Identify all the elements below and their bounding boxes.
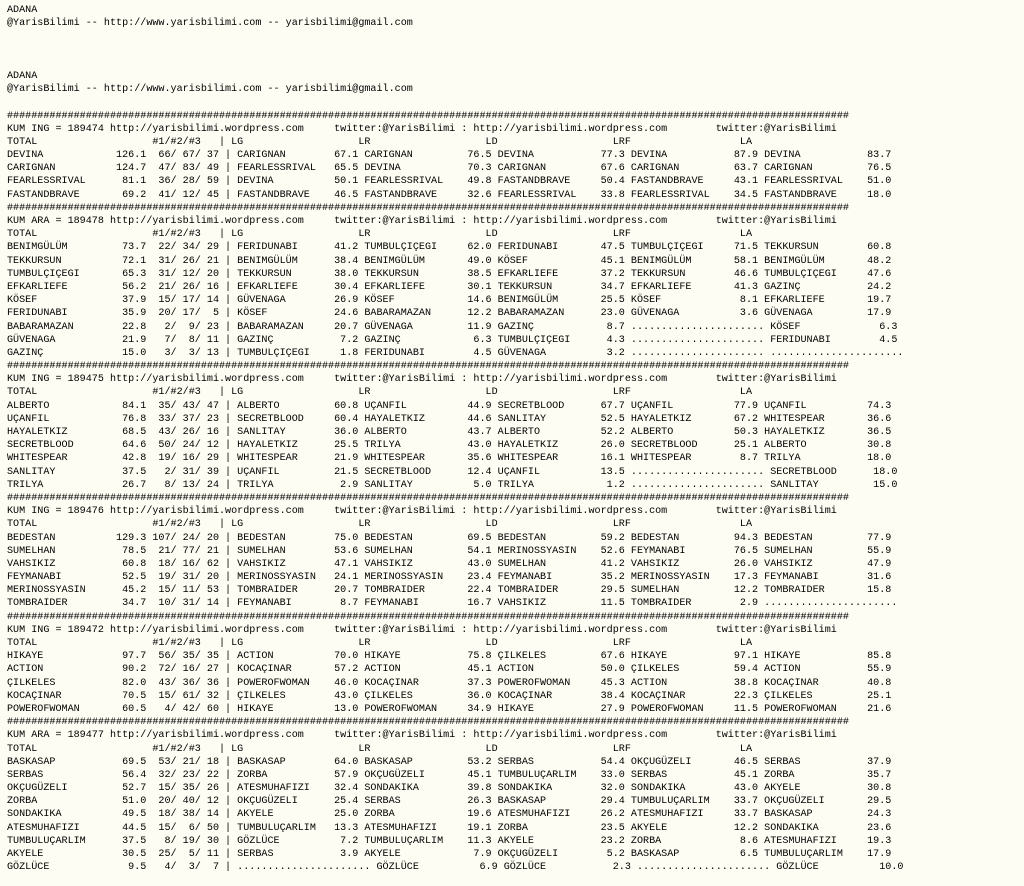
result-row: KÖSEF 37.9 15/ 17/ 14 | GÜVENAGA 26.9 KÖSEF 14.6 BENIMGÜLÜM 25.5 KÖSEF 8.1 EFKARLIEFE 19.7 — [7, 295, 892, 307]
blank-line — [7, 57, 1024, 70]
result-row: BASKASAP 69.5 53/ 21/ 18 | BASKASAP 64.0 BASKASAP 53.2 SERBAS 54.4 OKÇUGÜZELI 46.5 SERBAS 37.9 — [7, 756, 892, 768]
section-separator: ########################################################################################################################################### — [7, 717, 849, 729]
column-header-line: TOTAL #1/#2/#3 | LG LR LD LRF LA — [7, 136, 753, 148]
result-row: FASTANDBRAVE 69.2 41/ 12/ 45 | FASTANDBRAVE 46.5 FASTANDBRAVE 32.6 FEARLESSRIVAL 33.8 FEARLESSRIVAL 34.5 FASTANDBRAVE 18.0 — [7, 189, 892, 201]
result-row: HIKAYE 97.7 56/ 35/ 35 | ACTION 70.0 HIKAYE 75.8 ÇILKELES 67.6 HIKAYE 97.1 HIKAYE 85.8 — [7, 651, 892, 663]
result-row: ACTION 90.2 72/ 16/ 27 | KOCAÇINAR 57.2 ACTION 45.1 ACTION 50.0 ÇILKELES 59.4 ACTION 55.9 — [7, 664, 892, 676]
result-row: BENIMGÜLÜM 73.7 22/ 34/ 29 | FERIDUNABI 41.2 TUMBULÇIÇEGI 62.0 FERIDUNABI 47.5 TUMBULÇIÇEGI 71.5 TEKKURSUN 60.8 — [7, 242, 892, 254]
result-row: SUMELHAN 78.5 21/ 77/ 21 | SUMELHAN 53.6 SUMELHAN 54.1 MERINOSSYASIN 52.6 FEYMANABI 76.5 SUMELHAN 55.9 — [7, 545, 892, 557]
result-row: ATESMUHAFIZI 44.5 15/ 6/ 50 | TUMBULUÇARLIM 13.3 ATESMUHAFIZI 19.1 ZORBA 23.5 AKYELE 12.2 SONDAKIKA 23.6 — [7, 822, 892, 834]
city-heading: ADANA — [7, 70, 38, 82]
column-header-line: TOTAL #1/#2/#3 | LG LR LD LRF LA — [7, 743, 753, 755]
result-row: UÇANFIL 76.8 33/ 37/ 23 | SECRETBLOOD 60.4 HAYALETKIZ 44.6 SANLITAY 52.5 HAYALETKIZ 67.2 WHITESPEAR 36.6 — [7, 413, 892, 425]
result-row: POWEROFWOMAN 60.5 4/ 42/ 60 | HIKAYE 13.0 POWEROFWOMAN 34.9 HIKAYE 27.9 POWEROFWOMAN 11.5 POWEROFWOMAN 21.6 — [7, 703, 892, 715]
result-row: FEYMANABI 52.5 19/ 31/ 20 | MERINOSSYASIN 24.1 MERINOSSYASIN 23.4 FEYMANABI 35.2 MERINOSSYASIN 17.3 FEYMANABI 31.6 — [7, 572, 892, 584]
result-row: GÜVENAGA 21.9 7/ 8/ 11 | GAZINÇ 7.2 GAZINÇ 6.3 TUMBULÇIÇEGI 4.3 ...................... FERIDUNABI 4.5 — [7, 334, 898, 346]
section-separator: ########################################################################################################################################### — [7, 202, 849, 214]
column-header-line: TOTAL #1/#2/#3 | LG LR LD LRF LA — [7, 229, 753, 241]
race-info-line: KUM ING = 189475 http://yarisbilimi.wordpress.com twitter:@YarisBilimi : http://yarisbilimi.wordpress.com twitter:@YarisBilimi — [7, 374, 837, 386]
result-row: TOMBRAIDER 34.7 10/ 31/ 14 | FEYMANABI 8.7 FEYMANABI 16.7 VAHSIKIZ 11.5 TOMBRAIDER 2.9 ...................... — [7, 598, 898, 610]
result-row: TUMBULÇIÇEGI 65.3 31/ 12/ 20 | TEKKURSUN 38.0 TEKKURSUN 38.5 EFKARLIEFE 37.2 TEKKURSUN 46.6 TUMBULÇIÇEGI 47.6 — [7, 268, 892, 280]
blank-line — [7, 96, 1024, 109]
result-row: SONDAKIKA 49.5 18/ 38/ 14 | AKYELE 25.0 ZORBA 19.6 ATESMUHAFIZI 26.2 ATESMUHAFIZI 33.7 BASKASAP 24.3 — [7, 809, 892, 821]
city-heading-top: ADANA — [7, 5, 38, 16]
column-header-line: TOTAL #1/#2/#3 | LG LR LD LRF LA — [7, 519, 753, 531]
result-row: GAZINÇ 15.0 3/ 3/ 13 | TUMBULÇIÇEGI 1.8 FERIDUNABI 4.5 GÜVENAGA 3.2 ...................... ...................... — [7, 347, 904, 359]
race-info-line: KUM ING = 189476 http://yarisbilimi.wordpress.com twitter:@YarisBilimi : http://yarisbilimi.wordpress.com twitter:@YarisBilimi — [7, 506, 837, 518]
section-separator: ########################################################################################################################################### — [7, 611, 849, 623]
result-row: SERBAS 56.4 32/ 23/ 22 | ZORBA 57.9 OKÇUGÜZELI 45.1 TUMBULUÇARLIM 33.0 SERBAS 45.1 ZORBA 35.7 — [7, 769, 892, 781]
blank-line — [7, 30, 1024, 43]
race-info-line: KUM ARA = 189478 http://yarisbilimi.wordpress.com twitter:@YarisBilimi : http://yarisbilimi.wordpress.com twitter:@YarisBilimi — [7, 216, 837, 227]
result-row: FEARLESSRIVAL 81.1 36/ 28/ 59 | DEVINA 50.1 FEARLESSRIVAL 49.8 FASTANDBRAVE 50.4 FASTANDBRAVE 43.1 FEARLESSRIVAL 51.0 — [7, 176, 892, 188]
result-row: FERIDUNABI 35.9 20/ 17/ 5 | KÖSEF 24.6 BABARAMAZAN 12.2 BABARAMAZAN 23.0 GÜVENAGA 3.6 GÜVENAGA 17.9 — [7, 308, 892, 320]
column-header-line: TOTAL #1/#2/#3 | LG LR LD LRF LA — [7, 387, 753, 399]
race-info-line: KUM ING = 189472 http://yarisbilimi.wordpress.com twitter:@YarisBilimi : http://yarisbilimi.wordpress.com twitter:@YarisBilimi — [7, 624, 837, 636]
result-row: SECRETBLOOD 64.6 50/ 24/ 12 | HAYALETKIZ 25.5 TRILYA 43.0 HAYALETKIZ 26.0 SECRETBLOOD 25.1 ALBERTO 30.8 — [7, 440, 892, 452]
section-separator: ########################################################################################################################################### — [7, 110, 849, 122]
result-row: ÇILKELES 82.0 43/ 36/ 36 | POWEROFWOMAN 46.0 KOCAÇINAR 37.3 POWEROFWOMAN 45.3 ACTION 38.8 KOCAÇINAR 40.8 — [7, 677, 892, 689]
result-row: BEDESTAN 129.3 107/ 24/ 20 | BEDESTAN 75.0 BEDESTAN 69.5 BEDESTAN 59.2 BEDESTAN 94.3 BEDESTAN 77.9 — [7, 532, 892, 544]
column-header-line: TOTAL #1/#2/#3 | LG LR LD LRF LA — [7, 638, 753, 649]
result-row: TUMBULUÇARLIM 37.5 8/ 19/ 30 | GÖZLÜCE 7.2 TUMBULUÇARLIM 11.3 AKYELE 23.2 ZORBA 8.6 ATESMUHAFIZI 19.3 — [7, 835, 892, 847]
result-row: SANLITAY 37.5 2/ 31/ 39 | UÇANFIL 21.5 SECRETBLOOD 12.4 UÇANFIL 13.5 ...................... SECRETBLOOD 18.0 — [7, 466, 898, 478]
race-info-line: KUM ARA = 189477 http://yarisbilimi.wordpress.com twitter:@YarisBilimi : http://yarisbilimi.wordpress.com twitter:@YarisBilimi — [7, 730, 837, 742]
result-row: WHITESPEAR 42.8 19/ 16/ 29 | WHITESPEAR 21.9 WHITESPEAR 35.6 WHITESPEAR 16.1 WHITESPEAR 8.7 TRILYA 18.0 — [7, 453, 892, 465]
result-row: KOCAÇINAR 70.5 15/ 61/ 32 | ÇILKELES 43.0 ÇILKELES 36.0 KOCAÇINAR 38.4 KOCAÇINAR 22.3 ÇILKELES 25.1 — [7, 690, 892, 702]
section-separator: ########################################################################################################################################### — [7, 492, 849, 504]
result-row: ALBERTO 84.1 35/ 43/ 47 | ALBERTO 60.8 UÇANFIL 44.9 SECRETBLOOD 67.7 UÇANFIL 77.9 UÇANFIL 74.3 — [7, 400, 892, 412]
race-info-line: KUM ING = 189474 http://yarisbilimi.wordpress.com twitter:@YarisBilimi : http://yarisbilimi.wordpress.com twitter:@YarisBilimi — [7, 123, 837, 135]
result-row: EFKARLIEFE 56.2 21/ 26/ 16 | EFKARLIEFE 30.4 EFKARLIEFE 30.1 TEKKURSUN 34.7 EFKARLIEFE 41.3 GAZINÇ 24.2 — [7, 281, 892, 293]
result-row: VAHSIKIZ 60.8 18/ 16/ 62 | VAHSIKIZ 47.1 VAHSIKIZ 43.0 SUMELHAN 41.2 VAHSIKIZ 26.0 VAHSIKIZ 47.9 — [7, 558, 892, 570]
result-row: BABARAMAZAN 22.8 2/ 9/ 23 | BABARAMAZAN 20.7 GÜVENAGA 11.9 GAZINÇ 8.7 ...................... KÖSEF 6.3 — [7, 321, 898, 333]
contact-line: @YarisBilimi -- http://www.yarisbilimi.com -- yarisbilimi@gmail.com — [7, 84, 413, 96]
result-row: DEVINA 126.1 66/ 67/ 37 | CARIGNAN 67.1 CARIGNAN 76.5 DEVINA 77.3 DEVINA 87.9 DEVINA 83.7 — [7, 150, 892, 162]
result-row: TRILYA 26.7 8/ 13/ 24 | TRILYA 2.9 SANLITAY 5.0 TRILYA 1.2 ...................... SANLITAY 15.0 — [7, 479, 898, 491]
blank-line — [7, 44, 1024, 57]
result-row: GÖZLÜCE 9.5 4/ 3/ 7 | ...................... GÖZLÜCE 6.9 GÖZLÜCE 2.3 ...................... GÖZLÜCE 10.0 — [7, 862, 904, 874]
result-row: MERINOSSYASIN 45.2 15/ 11/ 53 | TOMBRAIDER 20.7 TOMBRAIDER 22.4 TOMBRAIDER 29.5 SUMELHAN 12.2 TOMBRAIDER 15.8 — [7, 585, 892, 597]
result-row: ZORBA 51.0 20/ 40/ 12 | OKÇUGÜZELI 25.4 SERBAS 26.3 BASKASAP 29.4 TUMBULUÇARLIM 33.7 OKÇUGÜZELI 29.5 — [7, 796, 892, 808]
section-separator: ########################################################################################################################################### — [7, 361, 849, 373]
result-row: AKYELE 30.5 25/ 5/ 11 | SERBAS 3.9 AKYELE 7.9 OKÇUGÜZELI 5.2 BASKASAP 6.5 TUMBULUÇARLIM 17.9 — [7, 849, 892, 860]
result-row: OKÇUGÜZELI 52.7 15/ 35/ 26 | ATESMUHAFIZI 32.4 SONDAKIKA 39.8 SONDAKIKA 32.0 SONDAKIKA 43.0 AKYELE 30.8 — [7, 783, 892, 795]
result-row: HAYALETKIZ 68.5 43/ 26/ 16 | SANLITAY 36.0 ALBERTO 43.7 ALBERTO 52.2 ALBERTO 50.3 HAYALETKIZ 36.5 — [7, 427, 892, 438]
result-row: TEKKURSUN 72.1 31/ 26/ 21 | BENIMGÜLÜM 38.4 BENIMGÜLÜM 49.0 KÖSEF 45.1 BENIMGÜLÜM 58.1 BENIMGÜLÜM 48.2 — [7, 255, 892, 267]
result-row: CARIGNAN 124.7 47/ 83/ 49 | FEARLESSRIVAL 65.5 DEVINA 70.3 CARIGNAN 67.6 CARIGNAN 63.7 CARIGNAN 76.5 — [7, 163, 892, 175]
race-sections — [7, 110, 1024, 875]
contact-line-top: @YarisBilimi -- http://www.yarisbilimi.com -- yarisbilimi@gmail.com — [7, 18, 413, 30]
